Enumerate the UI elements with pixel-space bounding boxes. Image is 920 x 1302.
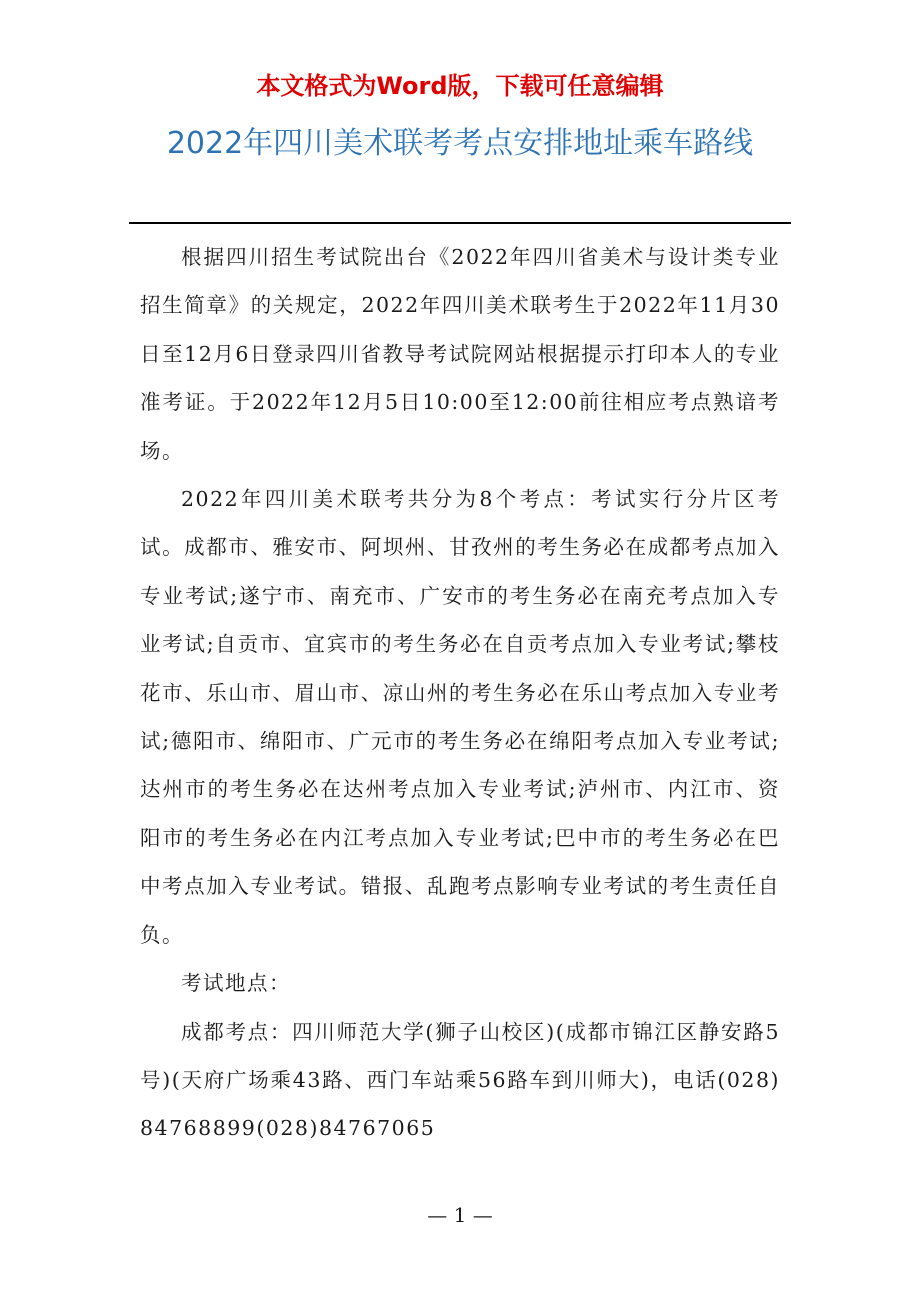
title-divider bbox=[129, 222, 791, 224]
paragraph-exam-regions: 2022年四川美术联考共分为8个考点：考试实行分片区考试。成都市、雅安市、阿坝州、甘孜州的考生务必在成都考点加入专业考试;遂宁市、南充市、广安市的考生务必在南充考点加入专业考试;自贡市、宜宾市的考生务必在自贡考点加入专业考试;攀枝花市、乐山市、眉山市、凉山州的考生务必在乐山考点加入专业考试;德阳市、绵阳市、广元市的考生务必在绵阳考点加入专业考试;达州市的考生务必在达州考点加入专业考试;泸州市、内江市、资阳市的考生务必在内江考点加入专业考试;巴中市的考生务必在巴中考点加入专业考试。错报、乱跑考点影响专业考试的考生责任自负。 bbox=[140, 487, 780, 947]
paragraph-admission-ticket: 根据四川招生考试院出台《2022年四川省美术与设计类专业招生简章》的关规定，2022年四川美术联考生于2022年11月30日至12月6日登录四川省教导考试院网站根据提示打印本人的专业准考证。于2022年12月5日10:00至12:00前往相应考点熟谙考场。 bbox=[140, 245, 780, 463]
paragraph-chengdu-site: 成都考点：四川师范大学(狮子山校区)(成都市锦江区静安路5号)(天府广场乘43路、西门车站乘56路车到川师大)，电话(028)84768899(028)84767065 bbox=[140, 1019, 780, 1141]
page-number: — 1 — bbox=[427, 1203, 493, 1227]
paragraph-exam-locations-heading: 考试地点： bbox=[181, 971, 291, 996]
format-notice: 本文格式为Word版，下载可任意编辑 bbox=[256, 72, 664, 100]
document-title: 2022年四川美术联考考点安排地址乘车路线 bbox=[166, 126, 754, 161]
document-body bbox=[140, 233, 780, 1153]
